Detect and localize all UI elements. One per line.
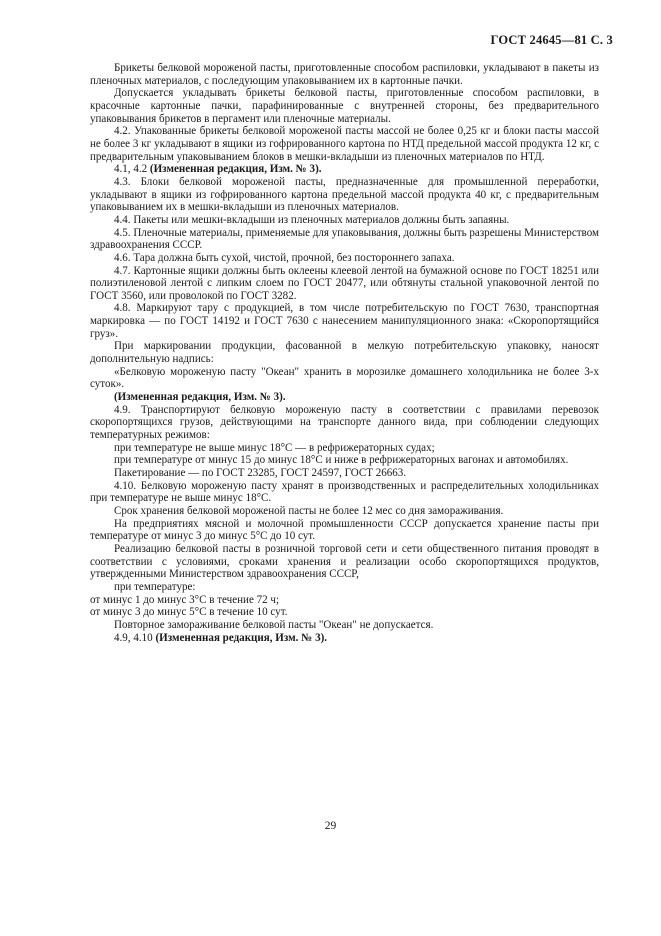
paragraph: 4.10. Белковую мороженую пасту хранят в производственных и распределительных холодильниках при температуре не выше минус 18°С. (90, 479, 599, 505)
paragraph: Срок хранения белковой мороженой пасты не более 12 мес со дня замораживания. (114, 504, 504, 517)
paragraph: при температуре не выше минус 18°С — в рефрижераторных судах; (114, 441, 435, 454)
edit-note-text: (Измененная редакция, Изм. № 3). (149, 163, 322, 176)
paragraph: Брикеты белковой мороженой пасты, приготовленные способом распиловки, укладывают в пакеты из пленочных материалов, с последующим упаковыванием их в картонные пачки. (90, 62, 599, 87)
edit-note (90, 391, 599, 404)
paragraph: 4.9. Транспортируют белковую мороженую пасту в соответствии с правилами перевозок скоропортящихся грузов, действующими на транспорте данного вида, при соблюдении следующих температурных режимов: (90, 403, 599, 442)
edit-note-ref: 4.9, 4.10 (114, 631, 153, 644)
paragraph: от минус 1 до минус 3°С в течение 72 ч; (90, 593, 280, 606)
paragraph: Допускается укладывать брикеты белковой пасты, приготовленные способом распиловки, в красочные картонные пачки, парафинированные с внутренней стороны, без предварительного упаковывания брикетов в пергамент или пленочные материалы. (90, 87, 599, 125)
edit-note-ref: 4.1, 4.2 (114, 163, 148, 176)
paragraph: Повторное замораживание белковой пасты "Океан" не допускается. (114, 618, 434, 631)
document-body (90, 62, 599, 644)
paragraph: При маркировании продукции, фасованной в мелкую потребительскую упаковку, наносят дополнительную надпись: (90, 340, 599, 366)
paragraph: 4.4. Пакеты или мешки-вкладыши из пленочных материалов должны быть запаяны. (114, 213, 510, 226)
paragraph: 4.2. Упакованные брикеты белковой мороженой пасты массой не более 0,25 кг и блоки пасты массой не более 3 кг укладывают в ящики из гофрированного картона по НТД предельной массой продукта 12 кг, с предварительным упаковыванием блоков в мешки-вкладыши из пленочных материалов по НТД. (90, 125, 599, 163)
edit-note (90, 632, 599, 645)
paragraph: 4.3. Блоки белковой мороженой пасты, предназначенные для промышленной переработки, укладывают в ящики из гофрированного картона предельной массой продукта 40 кг, с предварительным упаковыванием их в мешки-вкладыши из пленочных материалов. (90, 175, 599, 214)
edit-note-text: (Измененная редакция, Изм. № 3). (114, 391, 286, 404)
paragraph: от минус 3 до минус 5°С в течение 10 сут. (90, 606, 288, 619)
paragraph: 4.7. Картонные ящики должны быть оклеены клеевой лентой на бумажной основе по ГОСТ 18251 или полиэтиленовой лентой с липким слоем по ГОСТ 20477, или обтянуты стальной упаковочной лентой по ГОСТ 3560, или проволокой по ГОСТ 3282. (90, 264, 599, 302)
page-header: ГОСТ 24645—81 С. 3 (490, 33, 613, 47)
edit-note (90, 163, 599, 176)
paragraph: 4.6. Тара должна быть сухой, чистой, прочной, без постороннего запаха. (114, 251, 455, 264)
page-number: 29 (324, 820, 337, 832)
paragraph: при температуре: (114, 580, 196, 593)
paragraph: 4.8. Маркируют тару с продукцией, в том числе потребительскую по ГОСТ 7630, транспортная маркировка — по ГОСТ 14192 и ГОСТ 7630 с нанесением манипуляционного знака: «Скоропортящийся груз». (90, 302, 599, 340)
paragraph: Реализацию белковой пасты в розничной торговой сети и сети общественного питания проводят в соответствии с условиями, сроками хранения и реализации особо скоропортящихся продуктов, утвержденными Министерством здравоохранения СССР, (90, 542, 599, 581)
paragraph: «Белковую мороженую пасту "Океан" хранить в морозилке домашнего холодильника не более 3-х суток». (90, 365, 599, 391)
edit-note-text: (Измененная редакция, Изм. № 3). (155, 631, 328, 644)
paragraph: при температуре от минус 15 до минус 18°С и ниже в рефрижераторных вагонах и автомобилях. (114, 454, 569, 467)
paragraph: 4.5. Пленочные материалы, применяемые для упаковывания, должны быть разрешены Министерством здравоохранения СССР. (90, 226, 600, 252)
paragraph: На предприятиях мясной и молочной промышленности СССР допускается хранение пасты при температуре от минус 3 до минус 5°С до 10 сут. (90, 517, 599, 543)
paragraph: Пакетирование — по ГОСТ 23285, ГОСТ 24597, ГОСТ 26663. (114, 467, 407, 479)
